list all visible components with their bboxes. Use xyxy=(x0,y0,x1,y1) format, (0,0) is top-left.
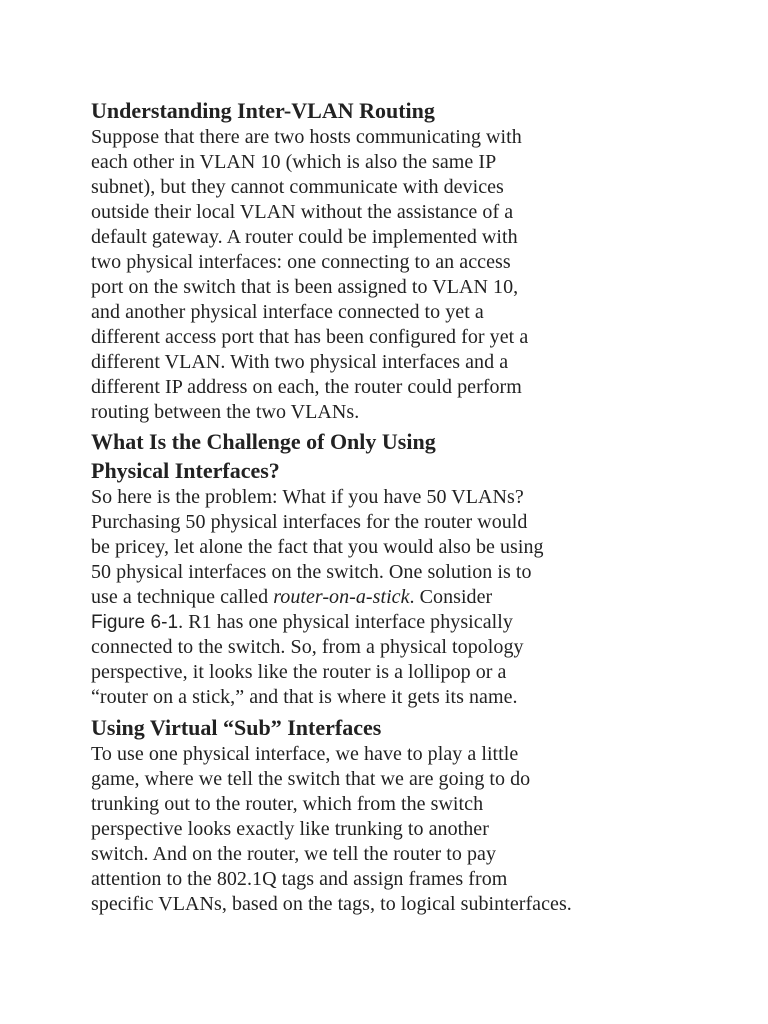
emphasis-router-on-a-stick: router-on-a-stick xyxy=(273,586,410,608)
text-line: default gateway. A router could be implemented with xyxy=(91,226,518,248)
text-line: outside their local VLAN without the assistance of a xyxy=(91,201,514,223)
paragraph-inter-vlan-routing xyxy=(91,125,751,425)
section-heading-challenge-physical-interfaces xyxy=(91,427,751,485)
text-line: subnet), but they cannot communicate with devices xyxy=(91,176,504,198)
paragraph-challenge xyxy=(91,485,751,710)
text-line: 50 physical interfaces on the switch. One solution is to xyxy=(91,561,532,583)
text-line: switch. And on the router, we tell the router to pay xyxy=(91,843,497,865)
section-heading-inter-vlan-routing: Understanding Inter-VLAN Routing xyxy=(91,98,435,123)
heading-line: Physical Interfaces? xyxy=(91,458,280,483)
text-line: connected to the switch. So, from a physical topology xyxy=(91,636,524,658)
heading-line: What Is the Challenge of Only Using xyxy=(91,429,436,454)
text-line: each other in VLAN 10 (which is also the same IP xyxy=(91,151,497,173)
text-line: different access port that has been configured for yet a xyxy=(91,326,529,348)
text-line: game, where we tell the switch that we are going to do xyxy=(91,768,531,790)
text-line: trunking out to the router, which from the switch xyxy=(91,793,484,815)
text-line-with-emphasis xyxy=(91,585,751,610)
text-line: perspective, it looks like the router is a lollipop or a xyxy=(91,661,507,683)
text-line: “router on a stick,” and that is where it gets its name. xyxy=(91,686,518,708)
text-line: two physical interfaces: one connecting to an access xyxy=(91,251,511,273)
text-line: specific VLANs, based on the tags, to logical subinterfaces. xyxy=(91,893,572,915)
text-line: different VLAN. With two physical interfaces and a xyxy=(91,351,509,373)
section-heading-virtual-sub-interfaces: Using Virtual “Sub” Interfaces xyxy=(91,715,382,740)
text-line: perspective looks exactly like trunking to another xyxy=(91,818,489,840)
text-line: attention to the 802.1Q tags and assign frames from xyxy=(91,868,508,890)
text-fragment: use a technique called xyxy=(91,586,274,608)
text-line: routing between the two VLANs. xyxy=(91,401,360,423)
text-line: Purchasing 50 physical interfaces for the router would xyxy=(91,511,528,533)
document-page xyxy=(91,96,751,919)
figure-reference-link[interactable]: Figure 6-1 xyxy=(91,612,179,633)
text-line: different IP address on each, the router could perform xyxy=(91,376,522,398)
paragraph-virtual-sub-interfaces xyxy=(91,742,751,917)
text-line-with-figure-reference xyxy=(91,610,751,635)
text-line: be pricey, let alone the fact that you would also be using xyxy=(91,536,544,558)
text-line: To use one physical interface, we have to play a little xyxy=(91,743,519,765)
text-fragment: . R1 has one physical interface physically xyxy=(178,611,513,633)
text-fragment: . Consider xyxy=(409,586,493,608)
text-line: and another physical interface connected to yet a xyxy=(91,301,484,323)
text-line: port on the switch that is been assigned to VLAN 10, xyxy=(91,276,519,298)
text-line: Suppose that there are two hosts communicating with xyxy=(91,126,522,148)
text-line: So here is the problem: What if you have 50 VLANs? xyxy=(91,486,524,508)
